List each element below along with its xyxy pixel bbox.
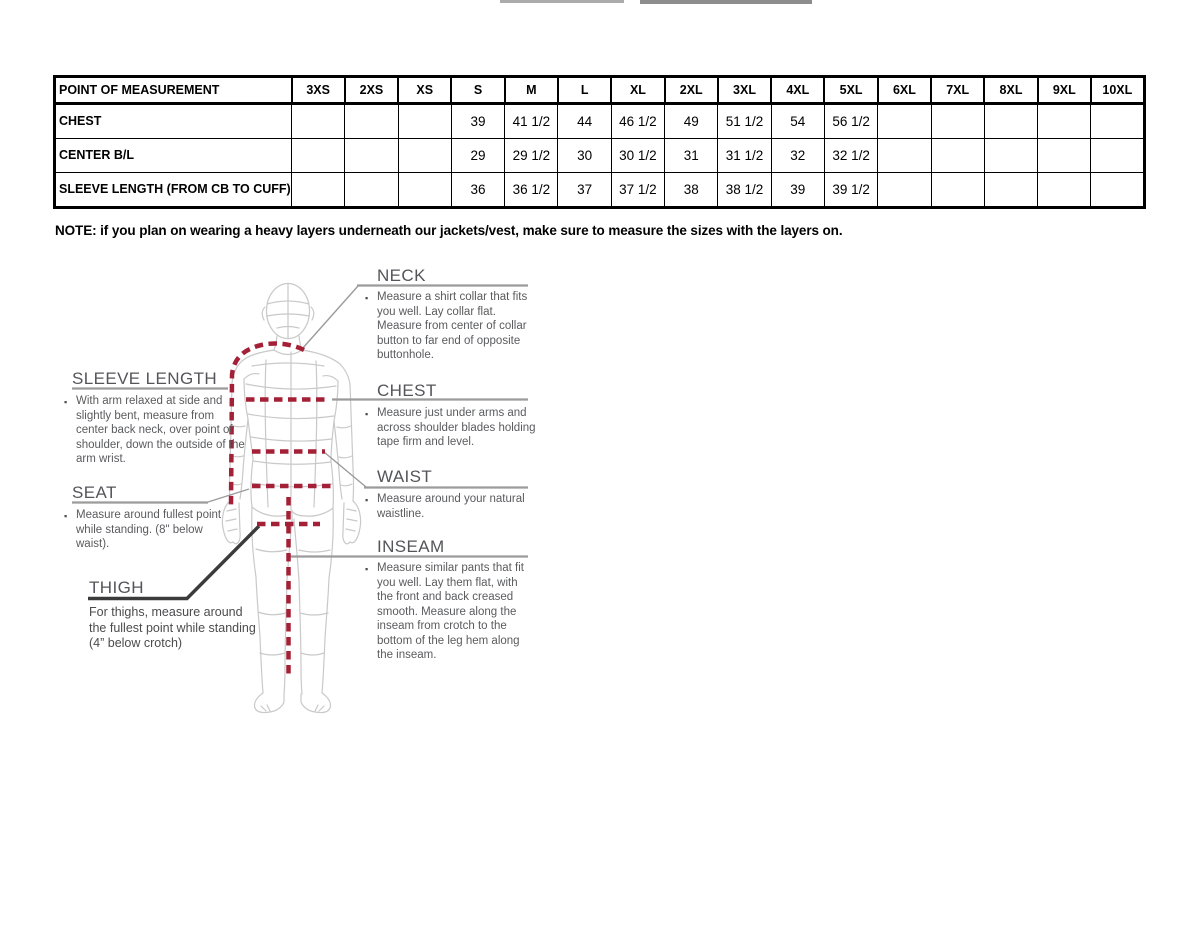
table-row-chest: [55, 104, 1145, 139]
table-row-center-bl: [55, 138, 1145, 173]
column-header-xl: XL: [611, 77, 664, 104]
cell: [984, 173, 1037, 208]
column-header-m: M: [505, 77, 558, 104]
column-header-3xs: 3XS: [292, 77, 345, 104]
table-header-row: [55, 77, 1145, 104]
cell: [878, 138, 931, 173]
cell: [931, 104, 984, 139]
cell: 49: [665, 104, 718, 139]
row-label: CHEST: [55, 104, 292, 139]
cell: 32: [771, 138, 824, 173]
note-text: NOTE: if you plan on wearing a heavy layers underneath our jackets/vest, make sure to measure the sizes with the layers on.: [55, 223, 843, 238]
cell: 29: [451, 138, 504, 173]
cell: 29 1/2: [505, 138, 558, 173]
cell: [1091, 138, 1144, 173]
cell: 54: [771, 104, 824, 139]
section-text-neck: [365, 290, 532, 363]
section-text-thigh: [89, 605, 257, 652]
section-title-chest: CHEST: [377, 381, 437, 400]
cell: [931, 138, 984, 173]
cell: [984, 104, 1037, 139]
cell: 44: [558, 104, 611, 139]
section-text-inseam: [365, 561, 534, 663]
bullet-icon: ▪: [365, 495, 369, 505]
cell: 31 1/2: [718, 138, 771, 173]
cropped-title-remnant: [500, 0, 624, 3]
seat-leader-line: [208, 489, 249, 502]
cell: [398, 104, 451, 139]
cell: 31: [665, 138, 718, 173]
section-text-waist: [365, 492, 527, 521]
cell: [984, 138, 1037, 173]
cell: 37: [558, 173, 611, 208]
size-chart-table: [53, 75, 1146, 209]
section-text-sleeve-length: [64, 394, 246, 467]
section-title-neck: NECK: [377, 266, 426, 285]
cell: [931, 173, 984, 208]
cell: [345, 173, 398, 208]
column-header-s: S: [451, 77, 504, 104]
section-title-thigh: THIGH: [89, 578, 144, 597]
column-header-xs: XS: [398, 77, 451, 104]
bullet-icon: ▪: [365, 293, 369, 303]
cell: 39: [451, 104, 504, 139]
section-text: For thighs, measure around the fullest point while standing (4” below crotch): [89, 605, 256, 650]
cell: [292, 173, 345, 208]
section-title-sleeve-length: SLEEVE LENGTH: [72, 369, 218, 388]
section-title-seat: SEAT: [72, 483, 117, 502]
cell: [878, 104, 931, 139]
cell: 30: [558, 138, 611, 173]
column-header-2xs: 2XS: [345, 77, 398, 104]
bullet-icon: ▪: [365, 409, 369, 419]
bullet-icon: ▪: [365, 564, 369, 574]
bullet-icon: ▪: [64, 397, 68, 407]
cell: [1038, 104, 1091, 139]
cell: 46 1/2: [611, 104, 664, 139]
cell: [345, 104, 398, 139]
column-header-5xl: 5XL: [824, 77, 877, 104]
section-text: Measure a shirt collar that fits you well. Lay collar flat. Measure from center of collar button to far end of opposite buttonhole.: [377, 291, 528, 361]
section-text: Measure around your natural waistline.: [377, 493, 525, 520]
section-text: Measure around fullest point while standing. (8" below waist).: [76, 509, 222, 550]
cell: 39 1/2: [824, 173, 877, 208]
cell: 36 1/2: [505, 173, 558, 208]
cell: 38 1/2: [718, 173, 771, 208]
table-row-sleeve-length: [55, 173, 1145, 208]
cell: 39: [771, 173, 824, 208]
column-header-8xl: 8XL: [984, 77, 1037, 104]
column-header-9xl: 9XL: [1038, 77, 1091, 104]
section-text: Measure just under arms and across shoulder blades holding tape firm and level.: [377, 407, 536, 448]
section-title-waist: WAIST: [377, 467, 433, 486]
row-label: CENTER B/L: [55, 138, 292, 173]
column-header-l: L: [558, 77, 611, 104]
column-header-point-of-measurement: POINT OF MEASUREMENT: [55, 77, 292, 104]
column-header-4xl: 4XL: [771, 77, 824, 104]
cell: [398, 173, 451, 208]
cell: [1038, 173, 1091, 208]
cell: [1091, 173, 1144, 208]
cell: 38: [665, 173, 718, 208]
cell: [398, 138, 451, 173]
cell: [292, 104, 345, 139]
neck-leader-line: [302, 286, 358, 349]
column-header-3xl: 3XL: [718, 77, 771, 104]
cell: 30 1/2: [611, 138, 664, 173]
cell: 36: [451, 173, 504, 208]
cell: 41 1/2: [505, 104, 558, 139]
column-header-6xl: 6XL: [878, 77, 931, 104]
cell: [345, 138, 398, 173]
column-header-7xl: 7XL: [931, 77, 984, 104]
row-label: SLEEVE LENGTH (FROM CB TO CUFF): [55, 173, 292, 208]
cell: 56 1/2: [824, 104, 877, 139]
cell: 32 1/2: [824, 138, 877, 173]
cell: 51 1/2: [718, 104, 771, 139]
section-text-chest: [365, 406, 537, 450]
bullet-icon: ▪: [64, 511, 68, 521]
cell: [1091, 104, 1144, 139]
cropped-title-remnant: [640, 0, 812, 4]
column-header-2xl: 2XL: [665, 77, 718, 104]
section-text: Measure similar pants that fit you well. Lay them flat, with the front and back creased smooth. Measure along the inseam from crotch to the bottom of the leg hem along the inseam.: [377, 562, 525, 661]
section-title-inseam: INSEAM: [377, 537, 445, 556]
cell: [292, 138, 345, 173]
cell: [1038, 138, 1091, 173]
section-text: With arm relaxed at side and slightly bent, measure from center back neck, over point of shoulder, down the outside of the arm wrist.: [76, 395, 245, 465]
cell: 37 1/2: [611, 173, 664, 208]
column-header-10xl: 10XL: [1091, 77, 1144, 104]
cell: [878, 173, 931, 208]
section-text-seat: [64, 508, 226, 552]
